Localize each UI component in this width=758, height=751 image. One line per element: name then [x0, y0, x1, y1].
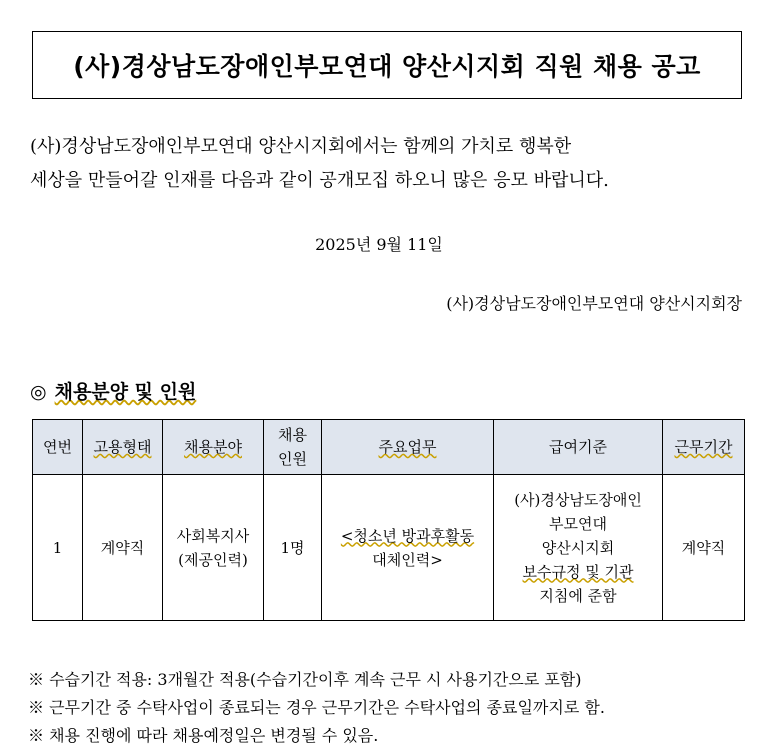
notice-title	[32, 31, 742, 99]
cell-count: 1명	[264, 475, 322, 621]
cell-period: 계약직	[663, 475, 745, 621]
cell-field: 사회복지사 (제공인력)	[163, 475, 264, 621]
header-period: 근무기간	[663, 420, 745, 475]
intro-line-1: (사)경상남도장애인부모연대 양산시지회에서는 함께의 가치로 행복한	[30, 136, 572, 157]
header-salary: 급여기준	[494, 420, 663, 475]
section-bullet-icon: ◎	[30, 381, 47, 403]
note-item: ※ 수습기간 적용: 3개월간 적용(수습기간이후 계속 근무 시 사용기간으로 포함)	[28, 670, 582, 689]
header-type: 고용형태	[83, 420, 163, 475]
header-no: 연번	[33, 420, 83, 475]
header-count: 채용 인원	[264, 420, 322, 475]
note-item: ※ 채용 진행에 따라 채용예정일은 변경될 수 있음.	[28, 726, 379, 745]
organization-signature: (사)경상남도장애인부모연대 양산시지회장	[446, 294, 742, 313]
recruitment-table	[32, 419, 745, 621]
cell-no: 1	[33, 475, 83, 621]
notice-title-text: (사)경상남도장애인부모연대 양산시지회 직원 채용 공고	[73, 52, 701, 81]
notice-date: 2025년 9월 11일	[315, 235, 443, 254]
intro-paragraph	[30, 130, 750, 198]
header-field: 채용분야	[163, 420, 264, 475]
cell-duty: <청소년 방과후활동 대체인력>	[322, 475, 494, 621]
cell-type: 계약직	[83, 475, 163, 621]
note-item: ※ 근무기간 중 수탁사업이 종료되는 경우 근무기간은 수탁사업의 종료일까지로 함.	[28, 698, 605, 717]
cell-salary: (사)경상남도장애인 부모연대 양산시지회 보수규정 및 기관 지침에 준함	[494, 475, 663, 621]
intro-line-2: 세상을 만들어갈 인재를 다음과 같이 공개모집 하오니 많은 응모 바랍니다.	[30, 170, 609, 191]
table-header-row	[33, 420, 745, 475]
section-heading	[30, 377, 196, 404]
section-title: 채용분양 및 인원	[54, 381, 197, 403]
header-duty: 주요업무	[322, 420, 494, 475]
table-row	[33, 475, 745, 621]
notes-list	[28, 666, 605, 750]
